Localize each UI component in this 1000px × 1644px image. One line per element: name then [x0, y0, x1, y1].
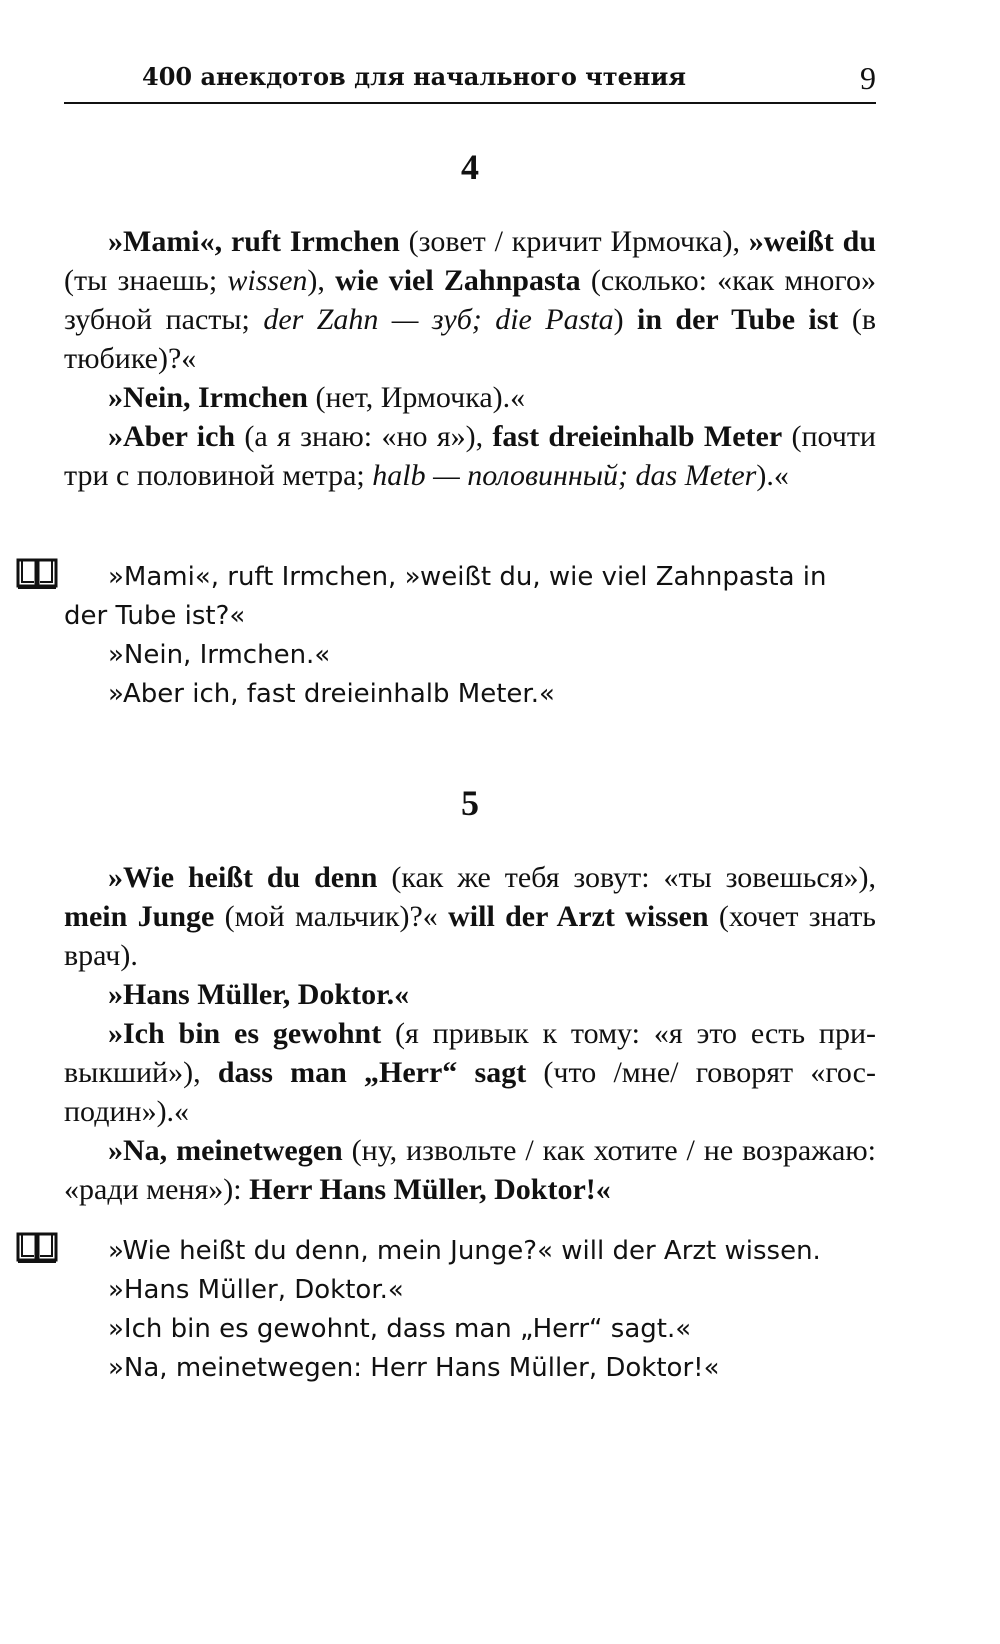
german-phrase: »weißt du — [748, 225, 877, 258]
plain-line: »Wie heißt du denn, mein Junge?« will der Arzt wissen. — [108, 1236, 821, 1266]
german-phrase: Herr Hans Müller, Doktor!« — [249, 1173, 611, 1206]
translation-note: (я привык к тому: «я это есть привыкший»), — [64, 1017, 876, 1089]
german-phrase: »Na, meinetwegen — [108, 1134, 343, 1167]
open-book-icon — [16, 1230, 58, 1264]
running-header — [64, 58, 876, 104]
plain-text — [64, 1232, 876, 1388]
plain-line: »Ich bin es gewohnt, dass man „Herr“ sagt.« — [108, 1314, 692, 1344]
plain-line: »Aber ich, fast dreieinhalb Meter.« — [108, 679, 555, 709]
annotated-paragraph — [64, 1014, 876, 1131]
translation-note: (а я знаю: «но я»), — [235, 420, 493, 453]
annotated-paragraph — [64, 378, 876, 417]
anecdote-number: 4 — [461, 147, 479, 187]
translation-note: (зовет / кричит Ирмочка), — [399, 225, 749, 258]
annotated-paragraph — [64, 975, 876, 1014]
german-phrase: wie viel Zahnpasta — [335, 264, 581, 297]
plain-line: »Mami«, ruft Irmchen, »weißt du, wie viel Zahnpasta in der Tube ist?« — [64, 562, 827, 631]
german-phrase: »Wie heißt du denn — [108, 861, 378, 894]
german-phrase: dass man „Herr“ sagt — [217, 1056, 527, 1089]
translation-note: (мой мальчик)?« — [214, 900, 449, 933]
german-phrase: in der Tube ist — [637, 303, 839, 336]
annotated-paragraph — [64, 222, 876, 378]
annotated-paragraph — [64, 1131, 876, 1209]
translation-note: (что /мне/ говорят «господин»).« — [64, 1056, 876, 1128]
annotated-text — [64, 858, 876, 1209]
translation-note: (в тюбике)?« — [64, 303, 876, 375]
german-phrase: »Mami«, ruft Irmchen — [108, 225, 400, 258]
german-phrase: will der Arzt wissen — [448, 900, 709, 933]
dictionary-form: halb — половинный; das Meter — [372, 459, 757, 492]
dictionary-form: wissen — [227, 264, 308, 297]
anecdote-number: 5 — [461, 783, 479, 823]
translation-note: (нет, Ирмочка).« — [307, 381, 526, 414]
german-phrase: fast dreieinhalb Meter — [492, 420, 783, 453]
plain-line: »Nein, Irmchen.« — [108, 640, 331, 670]
translation-note: (хочет знать врач). — [64, 900, 876, 972]
translation-note: (ты знаешь; — [64, 264, 228, 297]
translation-note: (почти три с половиной метра; — [64, 420, 876, 492]
translation-note: ) — [613, 303, 637, 336]
german-phrase: »Hans Müller, Doktor.« — [108, 978, 410, 1011]
german-phrase: »Nein, Irmchen — [108, 381, 308, 414]
german-phrase: mein Junge — [64, 900, 215, 933]
plain-line: »Na, meinetwegen: Herr Hans Müller, Doktor!« — [108, 1353, 720, 1383]
plain-text — [64, 558, 876, 714]
header-title: 400 анекдотов для начального чтения — [142, 62, 686, 91]
translation-note: (сколько: «как много» зубной пасты; — [64, 264, 876, 336]
annotated-paragraph — [64, 417, 876, 495]
german-phrase: »Aber ich — [108, 420, 236, 453]
translation-note: (как же тебя зовут: «ты зовешься»), — [377, 861, 876, 894]
annotated-text — [64, 222, 876, 495]
plain-line: »Hans Müller, Doktor.« — [108, 1275, 404, 1305]
translation-note: (ну, извольте / как хотите / не возражаю: «ради меня»): — [64, 1134, 877, 1206]
german-phrase: »Ich bin es gewohnt — [108, 1017, 382, 1050]
translation-note: ).« — [756, 459, 789, 492]
translation-note: ), — [307, 264, 336, 297]
open-book-icon — [16, 556, 58, 590]
dictionary-form: der Zahn — зуб; die Pasta — [263, 303, 614, 336]
page-number: 9 — [860, 60, 876, 96]
annotated-paragraph — [64, 858, 876, 975]
